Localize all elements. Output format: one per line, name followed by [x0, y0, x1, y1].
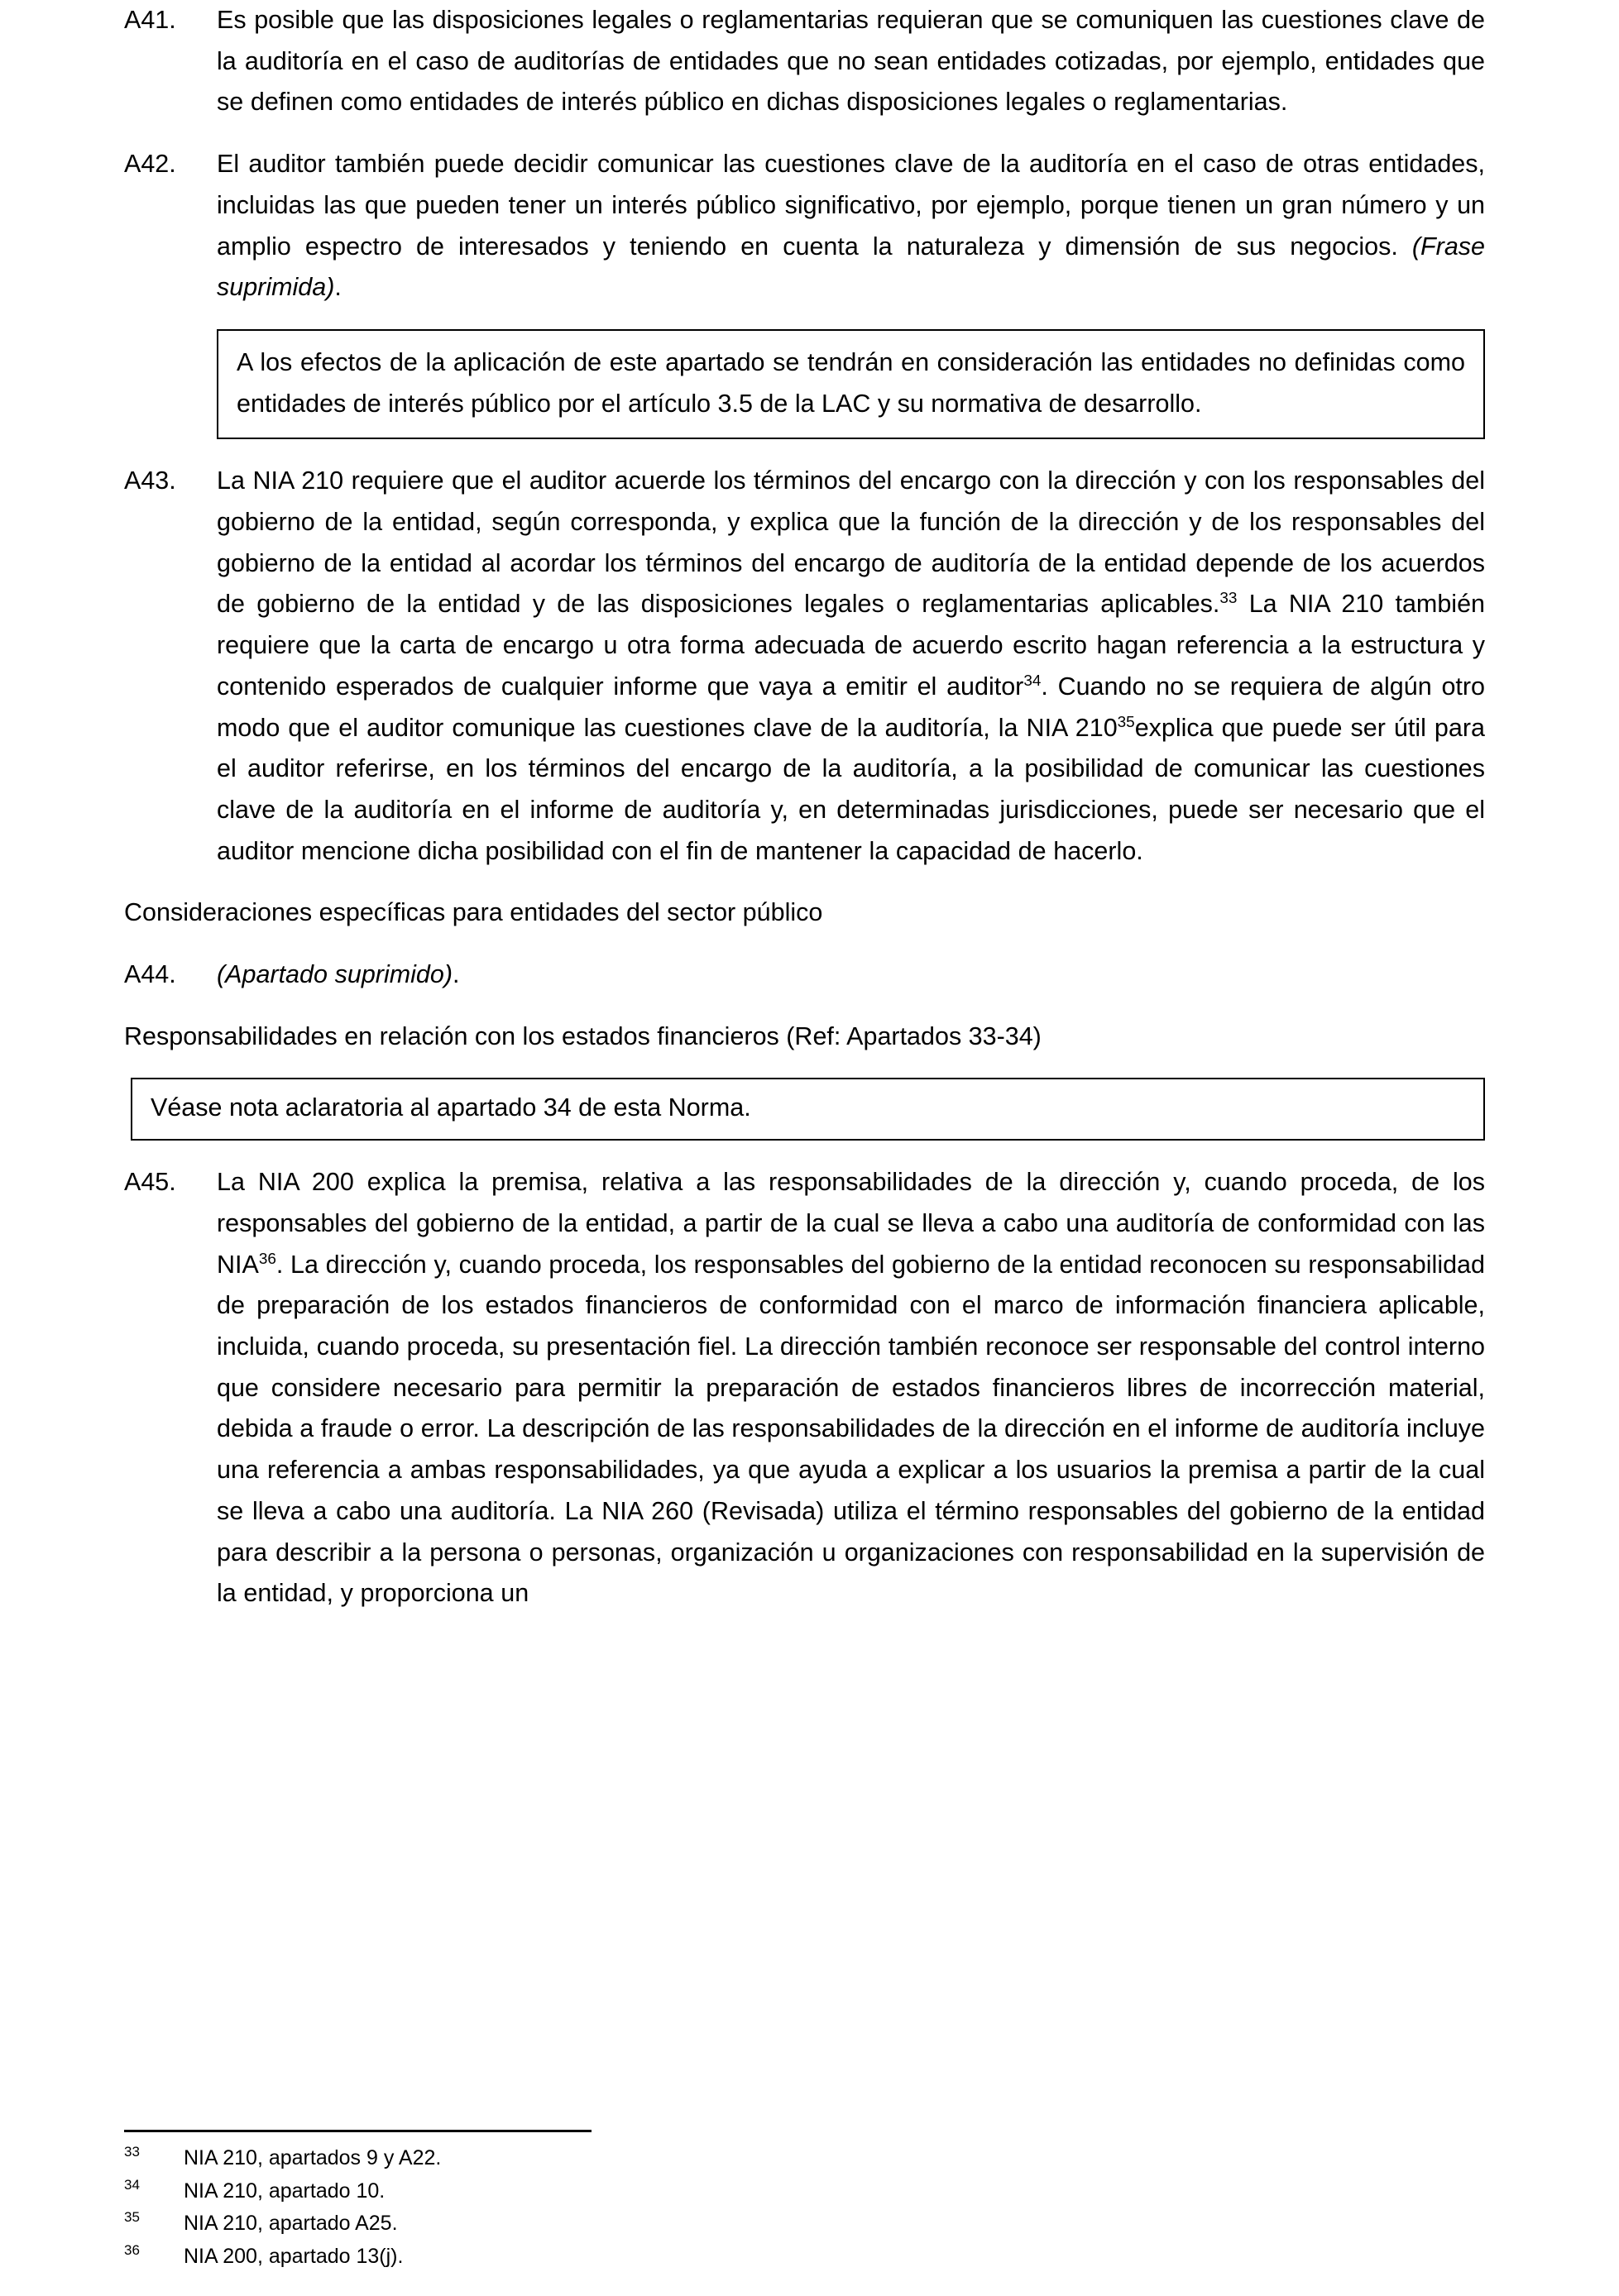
footnote-mark-34: 34	[124, 2176, 140, 2193]
footnote-mark-35: 35	[124, 2209, 140, 2225]
footnote-item-33	[124, 2142, 1485, 2175]
paragraph-number-a45: A45.	[124, 1168, 176, 1197]
footnote-item-35	[124, 2208, 1485, 2241]
footnote-separator-rule	[124, 2130, 592, 2132]
footnote-ref-35[interactable]: 35	[1117, 713, 1135, 731]
paragraph-a45	[124, 1162, 1485, 1614]
paragraph-number-a41: A41.	[124, 6, 176, 34]
page-content	[124, 0, 1485, 1635]
footnote-text-34: NIA 210, apartado 10.	[184, 2179, 386, 2203]
paragraph-a42-italic-note: (Frase suprimida)	[217, 232, 1485, 302]
footnote-ref-33[interactable]: 33	[1219, 590, 1238, 608]
heading-responsabilidades-estados-financieros: Responsabilidades en relación con los estados financieros (Ref: Apartados 33-34)	[124, 1021, 1042, 1050]
paragraph-number-a44: A44.	[124, 960, 176, 989]
note-box-1-text: A los efectos de la aplicación de este apartado se tendrán en consideración las entidades no definidas como entidades de interés público por el artículo 3.5 de la LAC y su normativa de desarrollo.	[237, 347, 1465, 418]
paragraph-text-a42	[217, 144, 1485, 309]
footnote-item-34	[124, 2175, 1485, 2208]
paragraph-a42	[124, 144, 1485, 309]
paragraph-text-a44	[217, 954, 1485, 996]
paragraph-a42-segment-1: El auditor también puede decidir comunicar las cuestiones clave de la auditoría en el caso de otras entidades, incluidas las que pueden tener un interés público significativo, por ejemplo, porque tienen un gran número y un amplio espectro de interesados y teniendo en cuenta la naturaleza y dimensión de sus negocios.	[217, 150, 1485, 261]
paragraph-a44-italic-text: (Apartado suprimido)	[217, 960, 453, 989]
paragraph-text-a43	[217, 461, 1485, 872]
footnote-mark-36: 36	[124, 2241, 140, 2258]
paragraph-text-a45	[217, 1162, 1485, 1614]
paragraph-a45-segment-1: La NIA 200 explica la premisa, relativa a las responsabilidades de la dirección y, cuando proceda, de los responsables del gobierno de la entidad, a partir de la cual se lleva a cabo una auditoría de conformidad con las NIA	[217, 1168, 1485, 1279]
footnote-text-35: NIA 210, apartado A25.	[184, 2212, 398, 2235]
paragraph-number-a42: A42.	[124, 150, 176, 179]
paragraph-text-a41: Es posible que las disposiciones legales o reglamentarias requieran que se comuniquen las cuestiones clave de la auditoría en el caso de auditorías de entidades que no sean entidades cotizadas, por ejemplo, entidades que se definen como entidades de interés público en dichas disposiciones legales o reglamentarias.	[217, 6, 1485, 117]
paragraph-a43-segment-2: La NIA 210 también requiere que la carta de encargo u otra forma adecuada de acuerdo escrito hagan referencia a la estructura y contenido esperados de cualquier informe que vaya a emitir el auditor	[217, 590, 1485, 701]
paragraph-a43-segment-3: . Cuando no se requiera de algún otro modo que el auditor comunique las cuestiones clave de la auditoría, la NIA 210	[217, 672, 1485, 742]
paragraph-a43-segment-1: La NIA 210 requiere que el auditor acuerde los términos del encargo con la dirección y con los responsables del gobierno de la entidad, según corresponda, y explica que la función de la dirección y de los responsables del gobierno de la entidad al acordar los términos del encargo de auditoría de la entidad depende de los acuerdos de gobierno de la entidad y de las disposiciones legales o reglamentarias aplicables.	[217, 466, 1485, 619]
note-box-entidades-interes-publico	[217, 329, 1485, 439]
paragraph-a42-segment-2: .	[334, 273, 342, 302]
footnote-mark-33: 33	[124, 2144, 140, 2160]
paragraph-a45-segment-2: . La dirección y, cuando proceda, los responsables del gobierno de la entidad reconocen su responsabilidad de preparación de los estados financieros de conformidad con el marco de información financiera aplicable, incluida, cuando proceda, su presentación fiel. La dirección también reconoce ser responsable del control interno que considere necesario para permitir la preparación de estados financieros libres de incorrección material, debida a fraude o error. La descripción de las responsabilidades de la dirección en el informe de auditoría incluye una referencia a ambas responsabilidades, ya que ayuda a explicar a los usuarios la premisa a partir de la cual se lleva a cabo una auditoría. La NIA 260 (Revisada) utiliza el término responsables del gobierno de la entidad para describir a la persona o personas, organización u organizaciones con responsabilidad en la supervisión de la entidad, y proporciona un	[217, 1250, 1485, 1608]
footnote-area	[124, 2130, 1485, 2273]
subheading-sector-publico: Consideraciones específicas para entidades del sector público	[124, 898, 823, 927]
paragraph-a43-segment-4: explica que puede ser útil para el auditor referirse, en los términos del encargo de la auditoría, a la posibilidad de comunicar las cuestiones clave de la auditoría en el informe de auditoría y, en determinadas jurisdicciones, puede ser necesario que el auditor mencione dicha posibilidad con el fin de mantener la capacidad de hacerlo.	[217, 713, 1485, 865]
paragraph-number-a43: A43.	[124, 466, 176, 495]
paragraph-a43	[124, 461, 1485, 872]
paragraph-a44-period: .	[453, 960, 460, 989]
footnote-ref-36[interactable]: 36	[258, 1250, 276, 1268]
footnote-text-36: NIA 200, apartado 13(j).	[184, 2244, 404, 2268]
note-box-2-text: Véase nota aclaratoria al apartado 34 de esta Norma.	[151, 1093, 751, 1122]
footnote-ref-34[interactable]: 34	[1023, 672, 1042, 690]
footnote-text-33: NIA 210, apartados 9 y A22.	[184, 2146, 442, 2169]
paragraph-a44	[124, 954, 1485, 996]
paragraph-a41	[124, 0, 1485, 123]
note-box-nota-aclaratoria	[131, 1078, 1485, 1141]
footnote-item-36	[124, 2241, 1485, 2274]
